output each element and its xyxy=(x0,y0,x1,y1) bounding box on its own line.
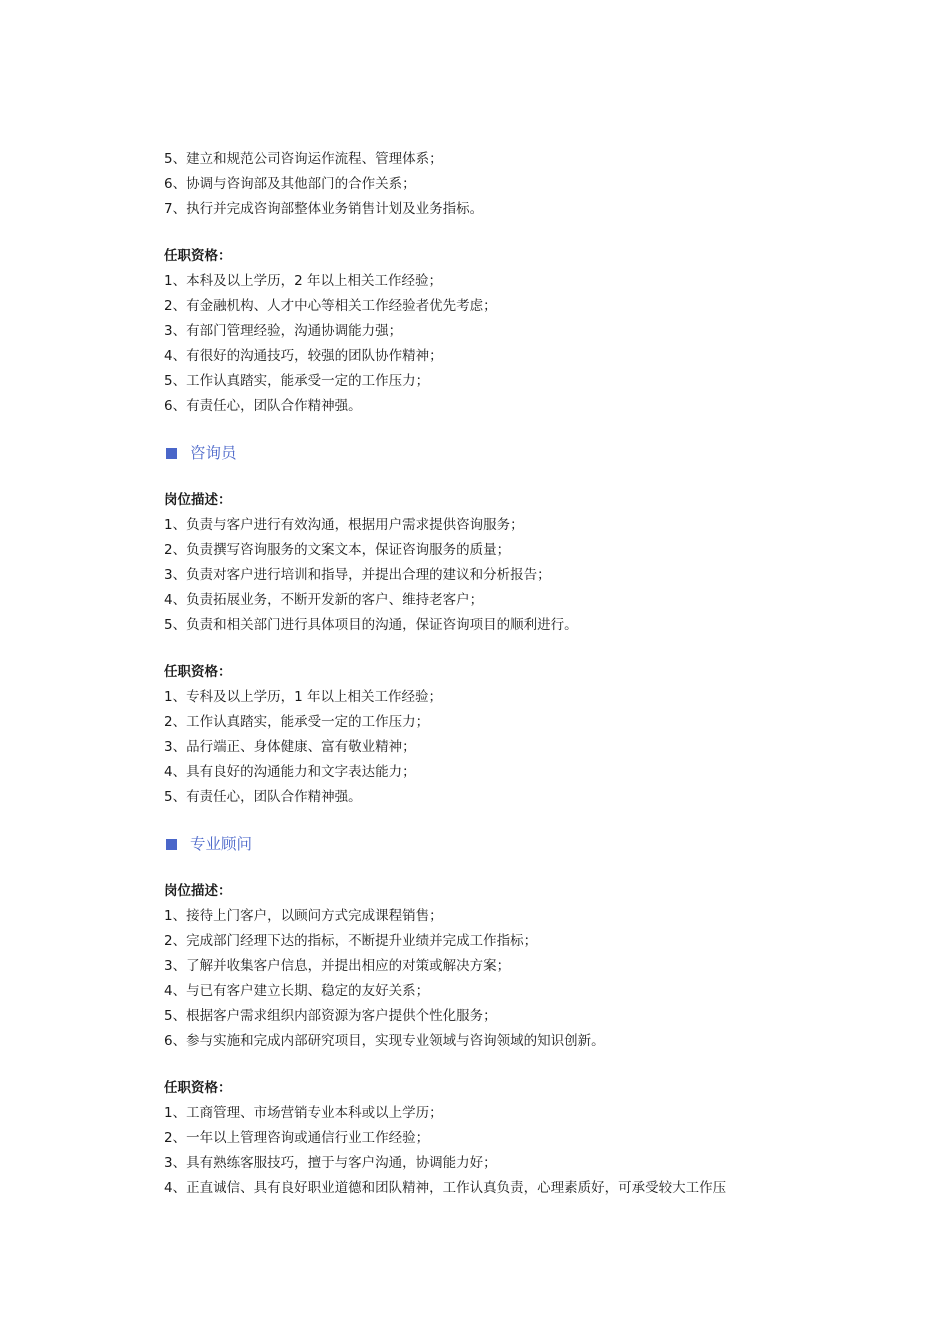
list-item: 4、负责拓展业务，不断开发新的客户、维持老客户； xyxy=(164,592,484,608)
list-item: 2、有金融机构、人才中心等相关工作经验者优先考虑； xyxy=(164,298,497,314)
list-item: 7、执行并完成咨询部整体业务销售计划及业务指标。 xyxy=(164,201,484,217)
list-item: 5、建立和规范公司咨询运作流程、管理体系； xyxy=(164,151,443,167)
qualifications-label: 任职资格： xyxy=(164,1080,232,1096)
intro-qualifications xyxy=(164,244,804,419)
list-item: 2、完成部门经理下达的指标，不断提升业绩并完成工作指标； xyxy=(164,933,538,949)
spacer xyxy=(164,638,804,660)
list-item: 1、本科及以上学历，2 年以上相关工作经验； xyxy=(164,273,442,289)
spacer xyxy=(164,1054,804,1076)
spacer xyxy=(164,466,804,488)
list-item: 5、有责任心，团队合作精神强。 xyxy=(164,789,362,805)
document-page xyxy=(164,147,804,1201)
list-item: 3、了解并收集客户信息，并提出相应的对策或解决方案； xyxy=(164,958,511,974)
section-heading-consultant xyxy=(164,441,804,466)
list-item: 1、专科及以上学历，1 年以上相关工作经验； xyxy=(164,689,442,705)
list-item: 2、工作认真踏实，能承受一定的工作压力； xyxy=(164,714,430,730)
square-bullet-icon xyxy=(166,448,177,459)
advisor-qualifications xyxy=(164,1076,804,1201)
spacer xyxy=(164,419,804,441)
spacer xyxy=(164,222,804,244)
list-item: 1、接待上门客户，以顾问方式完成课程销售； xyxy=(164,908,443,924)
list-item: 4、与已有客户建立长期、稳定的友好关系； xyxy=(164,983,430,999)
spacer xyxy=(164,810,804,832)
list-item: 3、有部门管理经验，沟通协调能力强； xyxy=(164,323,403,339)
list-item: 4、具有良好的沟通能力和文字表达能力； xyxy=(164,764,416,780)
section-title: 专业顾问 xyxy=(190,835,253,853)
description-label: 岗位描述： xyxy=(164,492,232,508)
advisor-description xyxy=(164,879,804,1054)
list-item: 3、负责对客户进行培训和指导，并提出合理的建议和分析报告； xyxy=(164,567,551,583)
qualifications-label: 任职资格： xyxy=(164,248,232,264)
section-title: 咨询员 xyxy=(190,444,237,462)
list-item: 4、正直诚信、具有良好职业道德和团队精神，工作认真负责，心理素质好，可承受较大工作压 xyxy=(164,1180,727,1196)
list-item: 6、有责任心，团队合作精神强。 xyxy=(164,398,362,414)
qualifications-label: 任职资格： xyxy=(164,664,232,680)
list-item: 5、负责和相关部门进行具体项目的沟通，保证咨询项目的顺利进行。 xyxy=(164,617,578,633)
consultant-description xyxy=(164,488,804,638)
list-item: 2、一年以上管理咨询或通信行业工作经验； xyxy=(164,1130,430,1146)
intro-list xyxy=(164,147,804,222)
list-item: 2、负责撰写咨询服务的文案文本，保证咨询服务的质量； xyxy=(164,542,511,558)
list-item: 6、协调与咨询部及其他部门的合作关系； xyxy=(164,176,416,192)
list-item: 3、品行端正、身体健康、富有敬业精神； xyxy=(164,739,416,755)
consultant-qualifications xyxy=(164,660,804,810)
list-item: 1、负责与客户进行有效沟通，根据用户需求提供咨询服务； xyxy=(164,517,524,533)
description-label: 岗位描述： xyxy=(164,883,232,899)
list-item: 3、具有熟练客服技巧，擅于与客户沟通，协调能力好； xyxy=(164,1155,497,1171)
spacer xyxy=(164,857,804,879)
list-item: 5、工作认真踏实，能承受一定的工作压力； xyxy=(164,373,430,389)
section-heading-professional-advisor xyxy=(164,832,804,857)
list-item: 1、工商管理、市场营销专业本科或以上学历； xyxy=(164,1105,443,1121)
list-item: 6、参与实施和完成内部研究项目，实现专业领域与咨询领域的知识创新。 xyxy=(164,1033,605,1049)
list-item: 5、根据客户需求组织内部资源为客户提供个性化服务； xyxy=(164,1008,497,1024)
list-item: 4、有很好的沟通技巧，较强的团队协作精神； xyxy=(164,348,443,364)
square-bullet-icon xyxy=(166,839,177,850)
